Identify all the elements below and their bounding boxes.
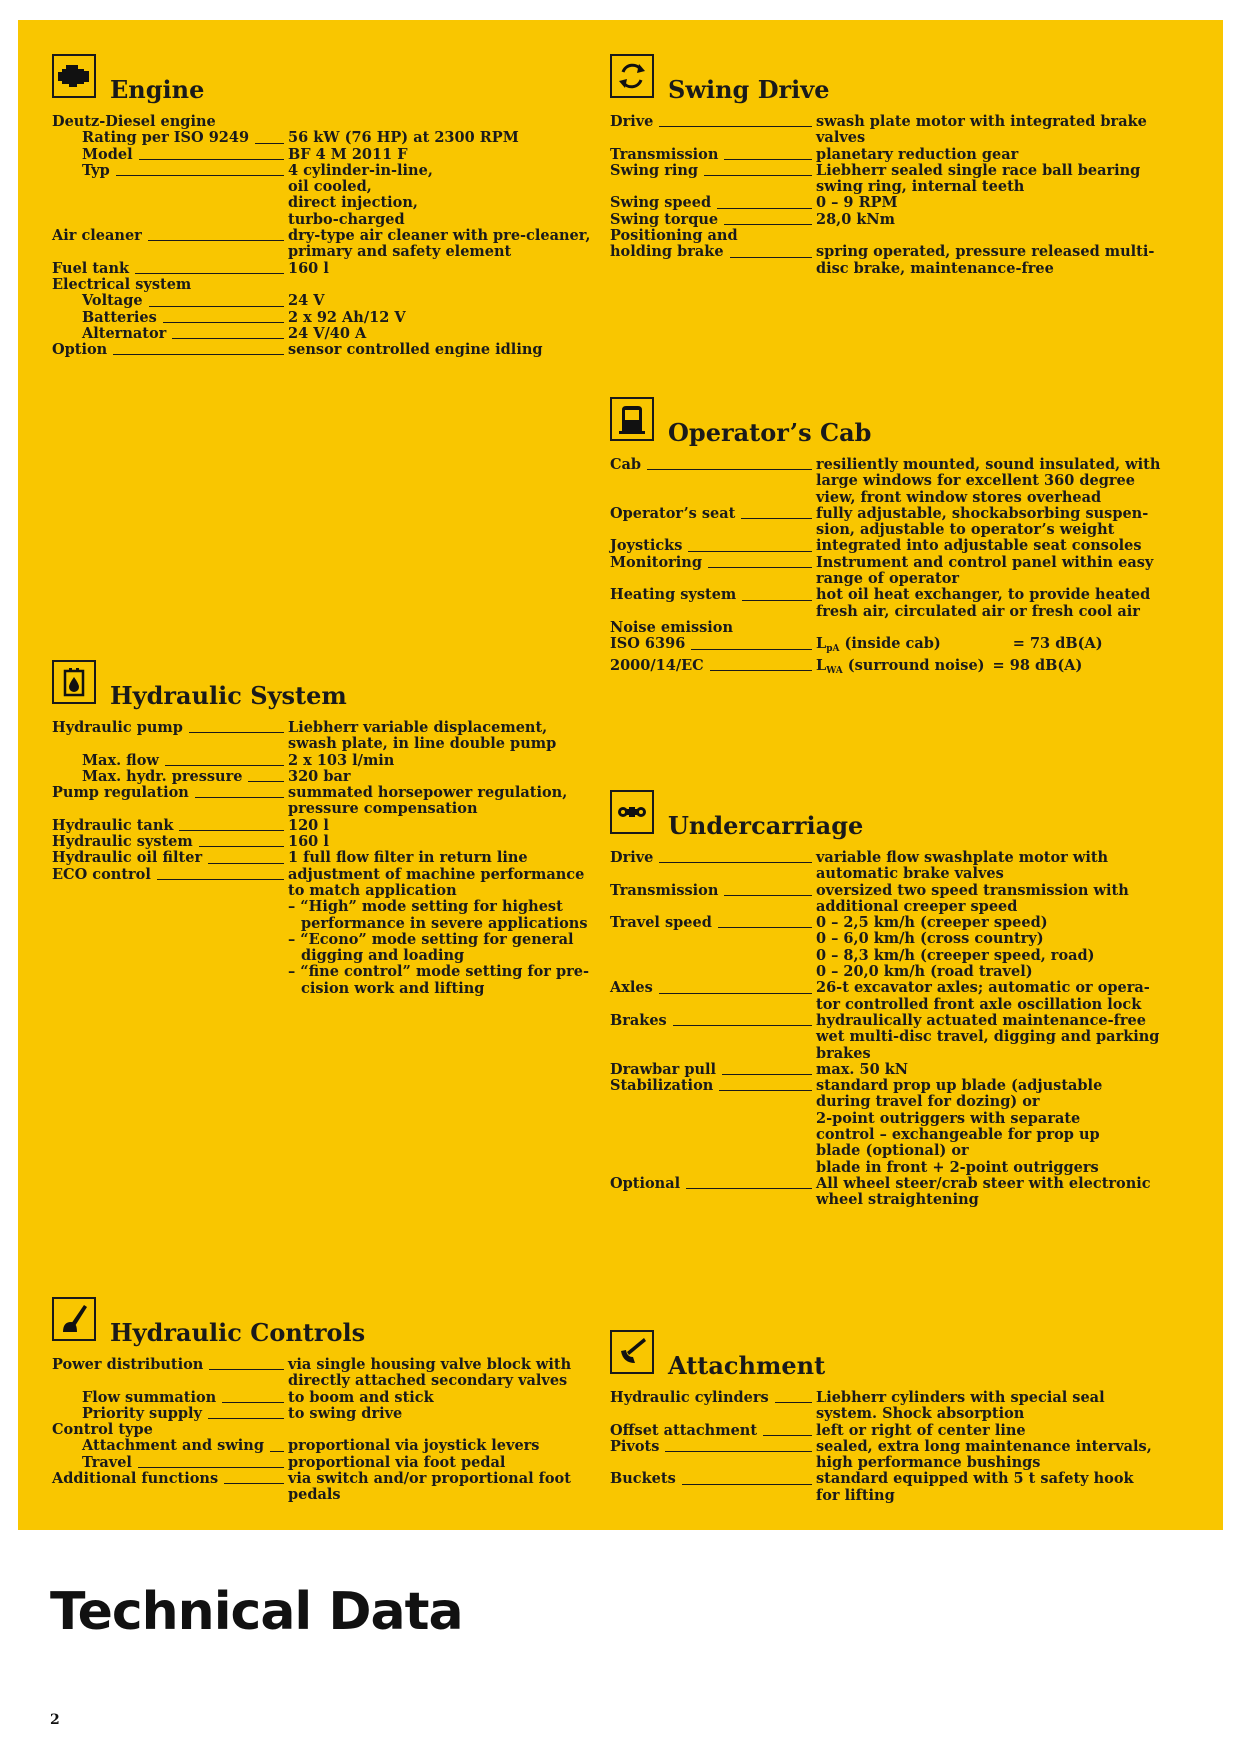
spec-value: via switch and/or proportional foot [288,1470,571,1488]
spec-label: ECO control [52,865,151,883]
spec-row [52,310,577,326]
spec-value: 24 V/40 A [288,324,367,342]
spec-row [610,147,1150,163]
spec-value: spring operated, pressure released multi- [816,243,1155,261]
spec-value: 320 bar [288,767,351,785]
spec-value: swash plate, in line double pump [288,735,557,753]
spec-row [610,228,1150,244]
spec-row [610,620,1150,636]
spec-label: Noise emission [610,618,733,636]
spec-row [610,1390,1150,1423]
section-attachment [610,1330,1150,1504]
spec-value: tor controlled front axle oscillation lock [816,995,1142,1013]
spec-row [610,587,1150,620]
spec-value: 0 – 6,0 km/h (cross country) [816,930,1044,948]
section-engine [52,54,591,359]
spec-value: valves [816,129,866,147]
noise-standard: ISO 6396 [610,635,686,653]
spec-label: Flow summation [82,1388,217,1406]
spec-value: sensor controlled engine idling [288,341,543,359]
spec-row [610,1423,1150,1439]
spec-value: Instrument and control panel within easy [816,553,1154,571]
spec-value: direct injection, [288,194,418,212]
spec-row [52,1422,577,1438]
spec-value: All wheel steer/crab steer with electronic [816,1174,1151,1192]
spec-value: high performance bushings [816,1454,1041,1472]
spec-label: Brakes [610,1011,667,1029]
spec-label: Batteries [82,308,157,326]
spec-value: 0 – 2,5 km/h (creeper speed) [816,914,1048,932]
spec-value: directly attached secondary valves [288,1372,568,1390]
spec-value: – “fine control” mode setting for pre- [288,963,590,981]
spec-value: 56 kW (76 HP) at 2300 RPM [288,129,519,147]
spec-value: standard equipped with 5 t safety hook [816,1470,1134,1488]
spec-row [610,1078,1150,1176]
spec-row [610,456,1161,506]
spec-label: Monitoring [610,553,702,571]
spec-value: to boom and stick [288,1388,434,1406]
hydraulic-tank-icon [52,660,96,704]
spec-value: 26-t excavator axles; automatic or opera- [816,979,1150,997]
spec-value: to match application [288,881,457,899]
spec-value: cision work and lifting [301,979,485,997]
spec-label: Axles [610,979,653,997]
spec-label: Swing ring [610,161,699,179]
spec-label: Pump regulation [52,784,189,802]
spec-row [52,785,577,818]
spec-value: to swing drive [288,1404,403,1422]
noise-description: (surround noise) [847,656,985,674]
spec-value: standard prop up blade (adjustable [816,1077,1103,1095]
spec-rows [610,1390,1150,1504]
spec-rows [610,456,1161,636]
spec-row [610,1011,1160,1062]
spec-value: hydraulically actuated maintenance-free [816,1011,1146,1029]
spec-label: Rating per ISO 9249 [82,129,250,147]
spec-row [610,195,1150,211]
spec-label: Voltage [82,292,143,310]
spec-label: Joysticks [610,537,683,555]
spec-value: proportional via joystick levers [288,1437,540,1455]
section-hydraulic-controls [52,1297,577,1504]
spec-value: fully adjustable, shockabsorbing suspen- [816,504,1149,522]
spec-row [52,342,577,358]
spec-label: Drive [610,113,654,130]
spec-value: planetary reduction gear [816,145,1019,163]
spec-value: blade in front + 2-point outriggers [816,1158,1099,1176]
spec-row [52,293,577,309]
spec-value: 160 l [288,833,329,851]
spec-value: Liebherr sealed single race ball bearing [816,161,1141,179]
spec-row [52,753,577,769]
page-title: Technical Data [50,1582,463,1642]
spec-value: additional creeper speed [816,897,1018,915]
noise-value: = 98 dB(A) [992,656,1083,674]
spec-value: pressure compensation [288,800,478,818]
spec-label: Fuel tank [52,259,130,277]
spec-row [610,1062,1150,1078]
section-undercarriage [610,790,1160,1209]
spec-row [610,553,1154,588]
spec-value: variable flow swashplate motor with [816,849,1109,866]
spec-label: Control type [52,1421,153,1439]
spec-row [610,850,1150,883]
spec-row [52,326,577,342]
section-title: Swing Drive [668,75,830,104]
spec-value: pedals [288,1486,341,1504]
spec-rows [52,1357,577,1504]
spec-value: oversized two speed transmission with [816,881,1129,899]
spec-row [610,212,1150,228]
spec-row [52,1471,577,1504]
spec-value: 0 – 9 RPM [816,194,898,212]
section-hydraulic-system [52,660,590,997]
spec-row [52,1406,577,1422]
spec-label: Alternator [82,324,167,342]
spec-value: turbo-charged [288,210,405,228]
spec-label: Hydraulic pump [52,719,183,736]
spec-label: Pivots [610,1437,660,1455]
spec-label: Priority supply [82,1404,202,1422]
spec-value: wheel straightening [816,1191,979,1209]
spec-label: Operator’s seat [610,504,736,522]
spec-value: – “High” mode setting for highest [288,898,563,916]
spec-row [52,1438,577,1454]
spec-label: Optional [610,1174,681,1192]
spec-row [610,1176,1150,1209]
spec-value: left or right of center line [816,1421,1026,1439]
spec-row [610,243,1155,277]
spec-label: Swing speed [610,194,712,212]
spec-row [52,261,577,277]
spec-value: 160 l [288,259,329,277]
section-header [52,54,577,108]
section-header [610,54,1150,108]
spec-label: Hydraulic system [52,833,193,851]
section-header [610,790,1150,844]
cab-icon [610,397,654,441]
spec-label: Positioning and [610,227,738,245]
spec-label: Deutz-Diesel engine [52,113,216,130]
spec-value: 2 x 103 l/min [288,751,395,769]
noise-subscript: WA [826,665,843,676]
spec-value: control – exchangeable for prop up [816,1126,1100,1144]
spec-value: 120 l [288,816,329,834]
spec-rows [52,113,591,359]
spec-label: Stabilization [610,1077,714,1095]
undercarriage-icon [610,790,654,834]
spec-row [610,1439,1150,1472]
spec-row [52,818,577,834]
spec-row [52,114,577,130]
engine-icon [52,54,96,98]
section-header [610,1330,1150,1384]
spec-label: Electrical system [52,275,192,293]
spec-row [52,130,577,146]
spec-label: Option [52,341,108,359]
spec-rows [52,719,590,997]
spec-value: 24 V [288,292,325,310]
spec-label: Attachment and swing [82,1437,264,1455]
spec-value: 0 – 8,3 km/h (creeper speed, road) [816,946,1095,964]
section-title: Operator’s Cab [668,418,872,447]
spec-label: Max. hydr. pressure [82,767,243,785]
bucket-arm-icon [610,1330,654,1374]
spec-label: Drive [610,849,654,866]
spec-label: Transmission [610,145,719,163]
noise-standard: 2000/14/EC [610,656,704,674]
spec-value: 1 full flow filter in return line [288,849,528,867]
spec-label: Typ [82,161,110,179]
noise-value: = 73 dB(A) [1012,635,1103,653]
spec-value: resiliently mounted, sound insulated, with [816,456,1161,473]
spec-value: performance in severe applications [301,914,588,932]
spec-value: hot oil heat exchanger, to provide heated [816,586,1151,604]
spec-value: max. 50 kN [816,1060,909,1078]
spec-value: Liebherr cylinders with special seal [816,1389,1105,1406]
spec-value: primary and safety element [288,243,512,261]
spec-row [52,1390,577,1406]
spec-row [52,163,577,228]
spec-value: for lifting [816,1486,895,1504]
spec-value: blade (optional) or [816,1142,969,1160]
spec-label: Additional functions [52,1470,219,1488]
noise-description: (inside cab) [844,635,941,653]
spec-value: sion, adjustable to operator’s weight [816,521,1115,539]
spec-label: holding brake [610,243,724,261]
spec-value: during travel for dozing) or [816,1093,1040,1111]
spec-row [52,720,577,753]
spec-value: disc brake, maintenance-free [816,259,1054,277]
joystick-icon [52,1297,96,1341]
noise-symbol: L [816,635,827,653]
spec-value: range of operator [816,570,960,588]
spec-row [52,865,590,997]
spec-value: 2 x 92 Ah/12 V [288,308,406,326]
spec-label: Travel speed [610,914,712,932]
spec-row [52,1455,577,1471]
spec-value: proportional via foot pedal [288,1453,506,1471]
section-operators-cab [610,397,1161,679]
spec-value: 4 cylinder-in-line, [288,161,433,179]
section-title: Undercarriage [668,811,864,840]
spec-row [610,538,1150,554]
noise-symbol: L [816,656,827,674]
section-title: Hydraulic System [110,681,347,710]
noise-row-iso [610,636,1150,657]
spec-row [52,1357,577,1390]
spec-label: Model [82,145,133,163]
spec-label: Hydraulic tank [52,816,174,834]
spec-row [610,1471,1150,1504]
spec-rows [610,113,1155,277]
spec-value: wet multi-disc travel, digging and parking [816,1028,1160,1046]
noise-subscript: pA [826,644,840,655]
spec-label: Buckets [610,1470,676,1488]
spec-label: Power distribution [52,1356,204,1373]
spec-row [610,506,1150,539]
spec-row [610,915,1150,980]
spec-label: Cab [610,456,642,473]
spec-label: Heating system [610,586,737,604]
spec-label: Air cleaner [52,227,142,245]
spec-label: Hydraulic oil filter [52,849,203,867]
section-header [52,1297,577,1351]
section-header [52,660,577,714]
spec-row [52,769,577,785]
spec-value: adjustment of machine performance [288,865,585,883]
page-number: 2 [50,1712,60,1728]
spec-value: integrated into adjustable seat consoles [816,537,1142,555]
spec-row [52,850,577,866]
spec-label: Drawbar pull [610,1060,717,1078]
spec-value: – “Econo” mode setting for general [288,930,574,948]
spec-value: summated horsepower regulation, [288,784,568,802]
spec-value: 2-point outriggers with separate [816,1109,1081,1127]
spec-row [52,277,577,293]
spec-rows [610,849,1160,1209]
spec-value: swash plate motor with integrated brake [816,113,1147,130]
spec-row [52,834,577,850]
section-title: Engine [110,75,205,104]
spec-value: swing ring, internal teeth [816,178,1025,196]
spec-value: Liebherr variable displacement, [288,719,548,736]
spec-label: Max. flow [82,751,159,769]
spec-value: brakes [816,1044,871,1062]
spec-label: Travel [82,1453,132,1471]
spec-label: Transmission [610,881,719,899]
section-header [610,397,1150,451]
spec-label: Hydraulic cylinders [610,1389,769,1406]
spec-value: large windows for excellent 360 degree [816,472,1135,490]
swing-arrows-icon [610,54,654,98]
section-title: Attachment [668,1351,826,1380]
spec-value: sealed, extra long maintenance intervals, [816,1437,1152,1455]
spec-value: automatic brake valves [816,865,1004,883]
spec-value: via single housing valve block with [288,1356,572,1373]
spec-value: 28,0 kNm [816,210,896,228]
spec-value: fresh air, circulated air or fresh cool air [816,602,1140,620]
spec-row [52,147,577,163]
section-title: Hydraulic Controls [110,1318,366,1347]
spec-row [52,227,591,261]
noise-row-ec [610,658,1150,679]
spec-row [610,883,1150,916]
noise-emission-rows [610,636,1150,679]
spec-value: view, front window stores overhead [816,488,1102,506]
spec-value: 0 – 20,0 km/h (road travel) [816,963,1033,981]
spec-value: oil cooled, [288,178,372,196]
spec-label: Swing torque [610,210,719,228]
section-swing-drive [610,54,1155,277]
spec-label: Offset attachment [610,1421,758,1439]
spec-row [610,980,1150,1013]
spec-value: dry-type air cleaner with pre-cleaner, [288,227,591,245]
spec-value: digging and loading [301,947,465,965]
spec-value: system. Shock absorption [816,1405,1025,1423]
spec-row [610,114,1150,147]
spec-row [610,163,1150,196]
spec-value: BF 4 M 2011 F [288,145,408,163]
